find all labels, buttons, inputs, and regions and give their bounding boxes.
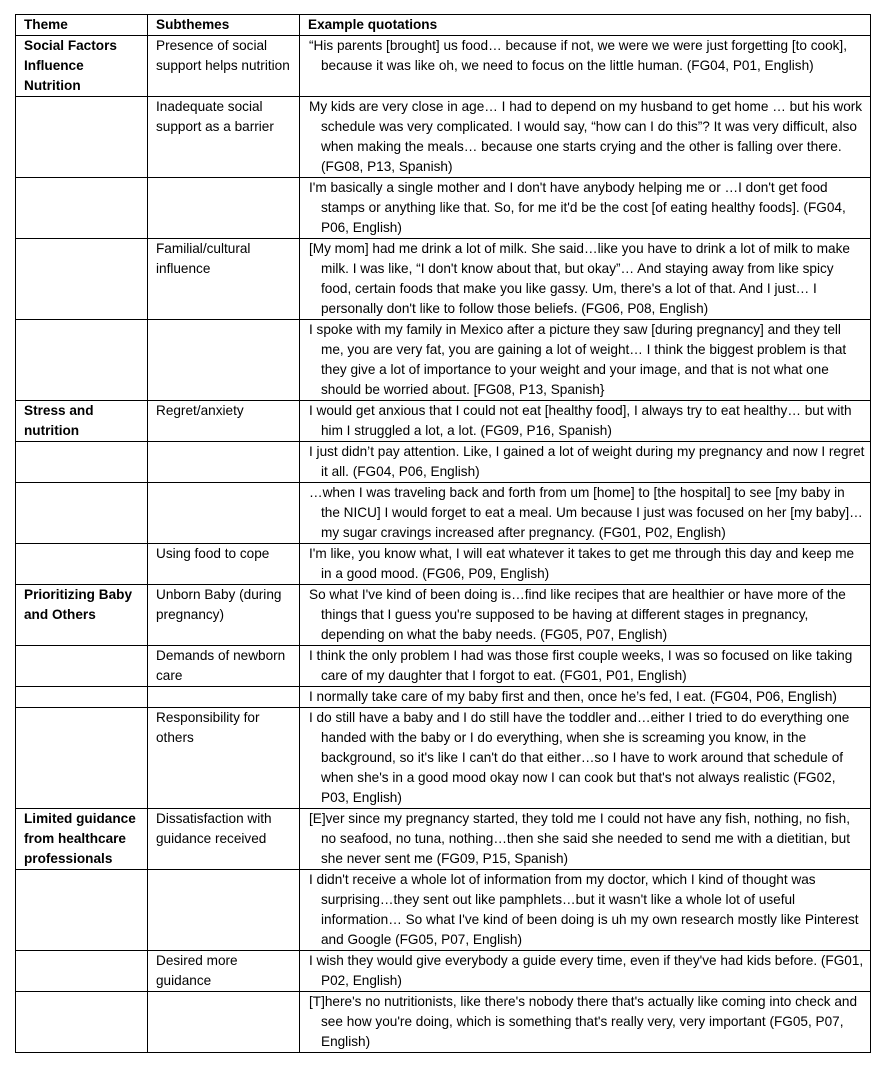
table-row	[16, 870, 871, 951]
table-row	[16, 320, 871, 401]
table-body	[16, 36, 871, 1053]
subtheme-cell: Desired more guidance	[148, 951, 300, 992]
quotation-cell	[300, 870, 871, 951]
table-row	[16, 36, 871, 97]
quotation-cell	[300, 687, 871, 708]
subtheme-cell: Inadequate social support as a barrier	[148, 97, 300, 178]
subtheme-cell: Demands of newborn care	[148, 646, 300, 687]
quotation-cell	[300, 97, 871, 178]
quotation-cell	[300, 992, 871, 1053]
table-row	[16, 178, 871, 239]
quotation-cell	[300, 320, 871, 401]
theme-cell	[16, 442, 148, 483]
table-row	[16, 687, 871, 708]
subtheme-cell	[148, 442, 300, 483]
table-header	[16, 15, 871, 36]
theme-cell: Stress and nutrition	[16, 401, 148, 442]
subtheme-cell: Familial/cultural influence	[148, 239, 300, 320]
subtheme-cell	[148, 870, 300, 951]
quotation-cell	[300, 36, 871, 97]
table-row	[16, 239, 871, 320]
quotation-cell	[300, 585, 871, 646]
quotation-cell	[300, 239, 871, 320]
quotation-text: I'm like, you know what, I will eat whatever it takes to get me through this day and keep me in a good mood. (FG06, P09, English)	[309, 546, 855, 581]
quotation-text: [My mom] had me drink a lot of milk. She said…like you have to drink a lot of milk to make milk. I was like, “I don't know about that, but okay”… And staying away from like spicy food, certain foods that make you like gassy. Um, there's a lot of that. And I just… I personally don't like to follow those beliefs. (FG06, P08, English)	[309, 241, 850, 316]
theme-cell	[16, 97, 148, 178]
quotation-text: I wish they would give everybody a guide every time, even if they've had kids before. (FG01, P02, English)	[309, 953, 864, 988]
table-row	[16, 951, 871, 992]
table-row	[16, 442, 871, 483]
table-row	[16, 401, 871, 442]
theme-cell: Limited guidance from healthcare professionals	[16, 809, 148, 870]
table-row	[16, 809, 871, 870]
quotation-text: I would get anxious that I could not eat [healthy food], I always try to eat healthy… but with him I struggled a lot, a lot. (FG09, P16, Spanish)	[309, 403, 852, 438]
theme-cell	[16, 951, 148, 992]
quotation-text: I spoke with my family in Mexico after a picture they saw [during pregnancy] and they tell me, you are very fat, you are gaining a lot of weight… I think the biggest problem is that they give a lot of importance to your weight and your image, and that is not what one should be worried about. [FG08, P13, Spanish}	[309, 322, 847, 397]
table-row	[16, 992, 871, 1053]
quotation-text: …when I was traveling back and forth from um [home] to [the hospital] to see [my baby in the NICU] I would forget to eat a meal. Um because I just was focused on her [my baby]…my sugar cravings increased after pregnancy. (FG01, P02, English)	[309, 485, 863, 540]
quotation-cell	[300, 401, 871, 442]
quotation-text: I'm basically a single mother and I don't have anybody helping me or …I don't get food stamps or anything like that. So, for me it'd be the cost [of eating healthy foods]. (FG04, P06, English)	[309, 180, 846, 235]
subtheme-cell: Dissatisfaction with guidance received	[148, 809, 300, 870]
theme-cell	[16, 870, 148, 951]
quotation-text: I do still have a baby and I do still have the toddler and…either I tried to do everything one handed with the baby or I do everything, when she is screaming you know, in the background, so it's like I can't do that either…so I have to work around that schedule of when she's in a good mood okay now I can cook but that's not always realistic (FG02, P03, English)	[309, 710, 850, 805]
themes-table	[15, 14, 871, 1053]
header-row	[16, 15, 871, 36]
header-example-quotations: Example quotations	[300, 15, 871, 36]
subtheme-cell	[148, 483, 300, 544]
quotation-text: My kids are very close in age… I had to depend on my husband to get home … but his work schedule was very complicated. I would say, “how can I do this”? It was very difficult, also when making the meals… because one starts crying and the other is falling over there. (FG08, P13, Spanish)	[309, 99, 863, 174]
quotation-cell	[300, 646, 871, 687]
theme-cell	[16, 992, 148, 1053]
header-theme: Theme	[16, 15, 148, 36]
theme-cell	[16, 178, 148, 239]
subtheme-cell	[148, 687, 300, 708]
subtheme-cell: Regret/anxiety	[148, 401, 300, 442]
quotation-text: So what I've kind of been doing is…find like recipes that are healthier or have more of the things that I guess you're supposed to be having at different stages in pregnancy, depending on what the baby needs. (FG05, P07, English)	[309, 587, 846, 642]
subtheme-cell: Using food to cope	[148, 544, 300, 585]
quotation-text: I didn't receive a whole lot of information from my doctor, which I kind of thought was surprising…they sent out like pamphlets…but it wasn't like a whole lot of useful information… So what I've kind of been doing is uh my own research mostly like Pinterest and Google (FG05, P07, English)	[309, 872, 859, 947]
quotation-text: I think the only problem I had was those first couple weeks, I was so focused on like taking care of my daughter that I forgot to eat. (FG01, P01, English)	[309, 648, 853, 683]
theme-cell	[16, 544, 148, 585]
table-row	[16, 97, 871, 178]
quotation-text: I normally take care of my baby first and then, once he’s fed, I eat. (FG04, P06, English)	[309, 689, 837, 704]
table-row	[16, 585, 871, 646]
quotation-cell	[300, 544, 871, 585]
quotation-cell	[300, 178, 871, 239]
quotation-cell	[300, 708, 871, 809]
theme-cell	[16, 320, 148, 401]
theme-cell	[16, 708, 148, 809]
header-subthemes: Subthemes	[148, 15, 300, 36]
subtheme-cell: Responsibility for others	[148, 708, 300, 809]
quotation-text: “His parents [brought] us food… because if not, we were we were just forgetting [to cook], because it was like oh, we need to focus on the little human. (FG04, P01, English)	[309, 38, 847, 73]
subtheme-cell	[148, 320, 300, 401]
quotation-cell	[300, 951, 871, 992]
quotation-text: [E]ver since my pregnancy started, they told me I could not have any fish, nothing, no fish, no seafood, no tuna, nothing…then she said she needed to send me with a dietitian, but she never sent me (FG09, P15, Spanish)	[309, 811, 851, 866]
theme-cell	[16, 483, 148, 544]
table-row	[16, 646, 871, 687]
theme-cell	[16, 646, 148, 687]
table-row	[16, 544, 871, 585]
theme-cell	[16, 687, 148, 708]
theme-cell: Prioritizing Baby and Others	[16, 585, 148, 646]
theme-cell	[16, 239, 148, 320]
quotation-cell	[300, 442, 871, 483]
quotation-cell	[300, 483, 871, 544]
subtheme-cell	[148, 178, 300, 239]
subtheme-cell: Unborn Baby (during pregnancy)	[148, 585, 300, 646]
table-row	[16, 708, 871, 809]
subtheme-cell: Presence of social support helps nutrition	[148, 36, 300, 97]
theme-cell: Social Factors Influence Nutrition	[16, 36, 148, 97]
subtheme-cell	[148, 992, 300, 1053]
quotation-cell	[300, 809, 871, 870]
quotation-text: [T]here's no nutritionists, like there's nobody there that's actually like coming into check and see how you're doing, which is something that's really very, very important (FG05, P07, English)	[309, 994, 858, 1049]
table-row	[16, 483, 871, 544]
quotation-text: I just didn’t pay attention. Like, I gained a lot of weight during my pregnancy and now I regret it all. (FG04, P06, English)	[309, 444, 865, 479]
